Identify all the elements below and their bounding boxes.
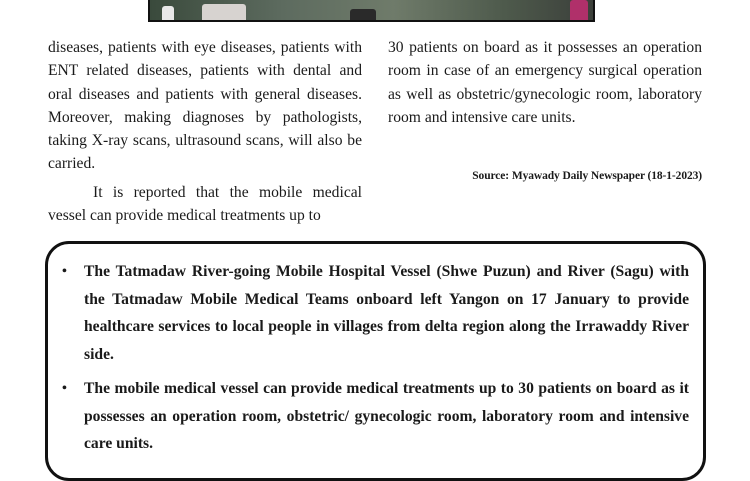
article-left-column [48, 36, 362, 227]
article-photo [148, 0, 595, 22]
photo-figure-dark [350, 9, 376, 20]
photo-figure-white [162, 6, 174, 20]
photo-figure-light [202, 4, 246, 20]
summary-item-2 [60, 375, 689, 458]
summary-item-text: The Tatmadaw River-going Mobile Hospital Vessel (Shwe Puzun) and River (Sagu) with the Tatmadaw Mobile Medical Teams onboard left Yangon on 17 January to provide healthcare services to local people in villages from delta region along the Irrawaddy River side. [84, 263, 689, 363]
article-source: Source: Myawady Daily Newspaper (18-1-2023) [472, 170, 702, 183]
right-paragraph-1: 30 patients on board as it possesses an operation room in case of an emergency surgical operation as well as obstetric/gynecologic room, laboratory room and intensive care units. [388, 39, 702, 126]
summary-item-1 [60, 258, 689, 368]
left-paragraph-2: It is reported that the mobile medical vessel can provide medical treatments up to [48, 183, 362, 225]
bullet-icon: • [62, 264, 67, 279]
summary-list [60, 258, 689, 458]
summary-box [45, 241, 706, 481]
article-right-column [388, 36, 702, 188]
bullet-icon: • [62, 381, 67, 396]
left-paragraph-1: diseases, patients with eye diseases, patients with ENT related diseases, patients with dental and oral diseases and patients with general diseases. Moreover, making diagnoses by pathologists, taking X-ray scans, ultrasound scans, will also be carried. [48, 39, 362, 173]
photo-figure-magenta [570, 0, 588, 20]
summary-item-text: The mobile medical vessel can provide medical treatments up to 30 patients on board as it possesses an operation room, obstetric/ gynecologic room, laboratory room and intensive care units. [84, 380, 689, 452]
